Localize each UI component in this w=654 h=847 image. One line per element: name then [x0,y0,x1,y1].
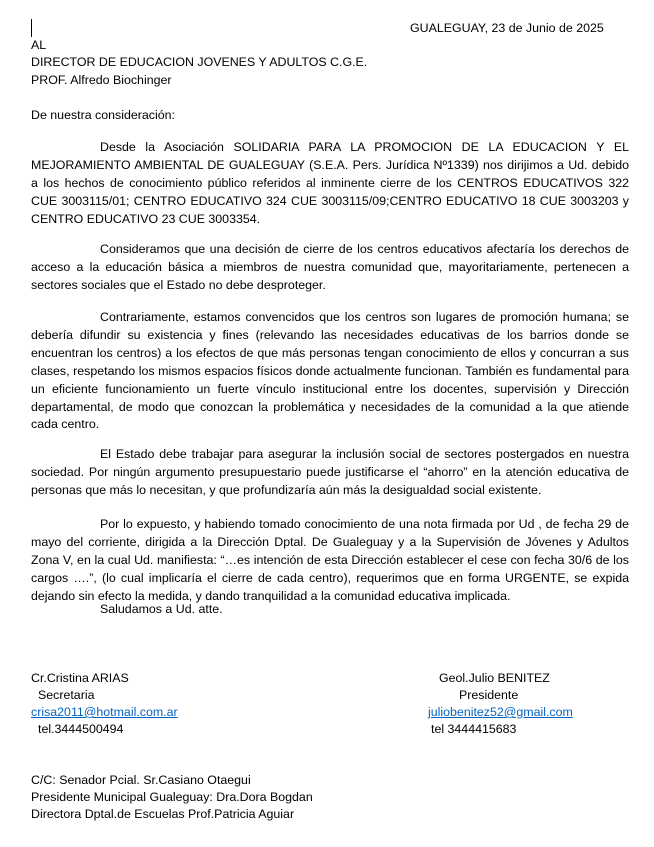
date-line: GUALEGUAY, 23 de Junio de 2025 [410,21,604,35]
paragraph-text: El Estado debe trabajar para asegurar la inclusión social de sectores postergados en nuestra sociedad. Por ningún argumento presupuestario puede justificarse el “ahorro” en la atención educativa de personas que más lo necesitan, y que profundizaría aún más la desigualdad social existente. [31,447,629,497]
signature-left-role: Secretaria [38,688,95,702]
paragraph-2 [31,241,629,295]
signature-right-name: Geol.Julio BENITEZ [439,671,550,685]
signature-right-email-link[interactable]: juliobenitez52@gmail.com [428,705,573,719]
cc-line-2: Presidente Municipal Gualeguay: Dra.Dora Bogdan [31,790,313,804]
signature-left-phone: tel.3444500494 [38,722,124,736]
signature-left-email-link[interactable]: crisa2011@hotmail.com.ar [31,705,178,719]
closing-line: Saludamos a Ud. atte. [100,602,223,616]
paragraph-3 [31,309,629,434]
signature-right-role: Presidente [459,688,519,702]
paragraph-1 [31,139,629,229]
signature-left-name: Cr.Cristina ARIAS [31,671,129,685]
paragraph-5 [31,516,629,606]
text-cursor [31,19,32,37]
paragraph-text: Desde la Asociación SOLIDARIA PARA LA PROMOCION DE LA EDUCACION Y EL MEJORAMIENTO AMBIENTAL DE GUALEGUAY (S.E.A. Pers. Jurídica Nº1339) nos dirijimos a Ud. debido a los hechos de conocimiento público referidos al inminente cierre de los CENTROS EDUCATIVOS 322 CUE 3003115/01; CENTRO EDUCATIVO 324 CUE 3003115/09;CENTRO EDUCATIVO 18 CUE 3003203 y CENTRO EDUCATIVO 23 CUE 3003354. [31,140,629,226]
recipient-line-1: AL [31,38,47,52]
paragraph-text: Contrariamente, estamos convencidos que los centros son lugares de promoción humana; se debería difundir su existencia y fines (relevando las necesidades educativas de los barrios donde se encuentran los centros) a los efectos de que más personas tengan conocimiento de ellos y concurran a sus clases, respetando los mismos espacios físicos donde actualmente funcionan. También es fundamental para un eficiente funcionamiento un fuerte vínculo institucional entre los docentes, supervisión y Dirección departamental, de modo que conozcan la problemática y necesidades de la comunidad a la que atiende cada centro. [31,310,629,432]
paragraph-text: Consideramos que una decisión de cierre de los centros educativos afectaría los derechos de acceso a la educación básica a miembros de nuestra comunidad que, mayoritariamente, pertenecen a sectores sociales que el Estado no debe desproteger. [31,242,629,292]
recipient-line-3: PROF. Alfredo Biochinger [31,73,172,87]
cc-line-1: C/C: Senador Pcial. Sr.Casiano Otaegui [31,773,251,787]
paragraph-text: Por lo expuesto, y habiendo tomado conocimiento de una nota firmada por Ud , de fecha 29 de mayo del corriente, dirigida a la Dirección Dptal. De Gualeguay y a la Supervisión de Jóvenes y Adultos Zona V, en la cual Ud. manifiesta: “…es intención de esta Dirección establecer el cese con fecha 30/6 de los cargos ….”, (lo cual implicaría el cierre de cada centro), requerimos que en forma URGENTE, se expida dejando sin efecto la medida, y dando tranquilidad a la comunidad educativa implicada. [31,517,629,603]
signature-right-phone: tel 3444415683 [431,722,517,736]
recipient-line-2: DIRECTOR DE EDUCACION JOVENES Y ADULTOS C.G.E. [31,55,368,69]
cc-line-3: Directora Dptal.de Escuelas Prof.Patricia Aguiar [31,807,295,821]
salutation: De nuestra consideración: [31,108,175,122]
paragraph-4 [31,446,629,500]
